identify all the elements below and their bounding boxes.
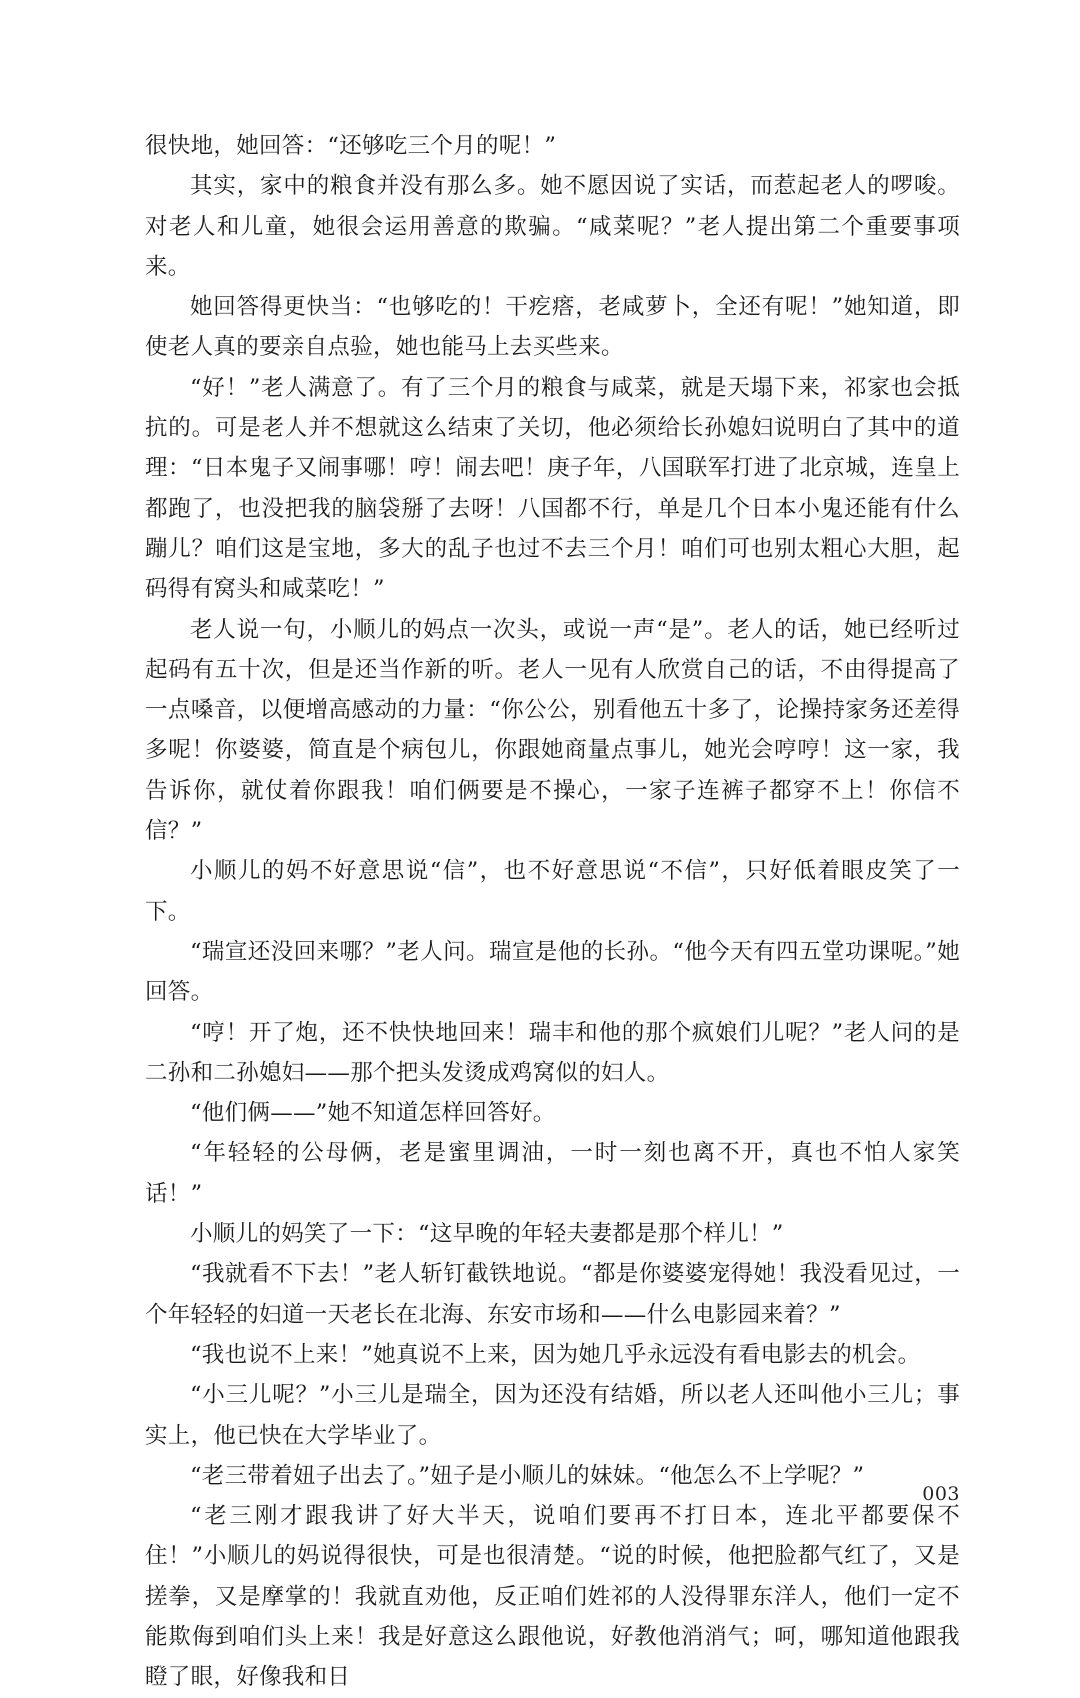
paragraph-15: “老三带着妞子出去了。”妞子是小顺儿的妹妹。“他怎么不上学呢？” [190,1462,865,1489]
paragraph-11: 小顺儿的妈笑了一下：“这早晚的年轻夫妻都是那个样儿！” [190,1221,784,1248]
paragraph-3: 她回答得更快当：“也够吃的！干疙瘩，老咸萝卜，全还有呢！”她知道，即使老人真的要亲自点验，她也能马上去买些来。 [145,294,960,361]
paragraph-13: “我也说不上来！”她真说不上来，因为她几乎永远没有看电影去的机会。 [190,1341,921,1368]
paragraph-12: “我就看不下去！”老人斩钉截铁地说。“都是你婆婆宠得她！我没看见过，一个年轻轻的妇道一天老长在北海、东安市场和——什么电影园来着？” [145,1261,960,1328]
paragraph-8: “哼！开了炮，还不快快地回来！瑞丰和他的那个疯娘们儿呢？”老人问的是二孙和二孙媳妇——那个把头发烫成鸡窝似的妇人。 [145,1019,960,1086]
paragraph-4: “好！”老人满意了。有了三个月的粮食与咸菜，就是天塌下来，祁家也会抵抗的。可是老人并不想就这么结束了关切，他必须给长孙媳妇说明白了其中的道理：“日本鬼子又闹事哪！哼！闹去吧！庚子年，八国联军打进了北京城，连皇上都跑了，也没把我的脑袋掰了去呀！八国都不行，单是几个日本小鬼还能有什么蹦儿？咱们这是宝地，多大的乱子也过不去三个月！咱们可也别太粗心大胆，起码得有窝头和咸菜吃！” [145,374,960,603]
paragraph-14: “小三儿呢？”小三儿是瑞全，因为还没有结婚，所以老人还叫他小三儿；事实上，他已快在大学毕业了。 [145,1382,960,1449]
paragraph-10: “年轻轻的公母俩，老是蜜里调油，一时一刻也离不开，真也不怕人家笑话！” [145,1140,960,1207]
paragraph-2: 其实，家中的粮食并没有那么多。她不愿因说了实话，而惹起老人的啰唆。对老人和儿童，她很会运用善意的欺骗。“咸菜呢？”老人提出第二个重要事项来。 [145,173,960,280]
paragraph-6: 小顺儿的妈不好意思说“信”，也不好意思说“不信”，只好低着眼皮笑了一下。 [145,858,960,925]
paragraph-16: “老三刚才跟我讲了好大半天，说咱们要再不打日本，连北平都要保不住！”小顺儿的妈说得很快，可是也很清楚。“说的时候，他把脸都气红了，又是搓拳，又是摩掌的！我就直劝他，反正咱们姓祁的人没得罪东洋人，他们一定不能欺侮到咱们头上来！我是好意这么跟他说，好教他消消气；呵，哪知道他跟我瞪了眼，好像我和日 [145,1503,960,1691]
paragraph-1: 很快地，她回答：“还够吃三个月的呢！” [145,133,557,159]
page-number: 003 [922,1483,960,1505]
paragraph-9: “他们俩——”她不知道怎样回答好。 [190,1100,556,1127]
paragraph-7: “瑞宣还没回来哪？”老人问。瑞宣是他的长孙。“他今天有四五堂功课呢。”她回答。 [145,938,960,1006]
paragraph-5: 老人说一句，小顺儿的妈点一次头，或说一声“是”。老人的话，她已经听过起码有五十次，但是还当作新的听。老人一见有人欣赏自己的话，不由得提高了一点嗓音，以便增高感动的力量：“你公公，别看他五十多了，论操持家务还差得多呢！你婆婆，简直是个病包儿，你跟她商量点事儿，她光会哼哼！这一家，我告诉你，就仗着你跟我！咱们俩要是不操心，一家子连裤子都穿不上！你信不信？” [145,616,960,845]
